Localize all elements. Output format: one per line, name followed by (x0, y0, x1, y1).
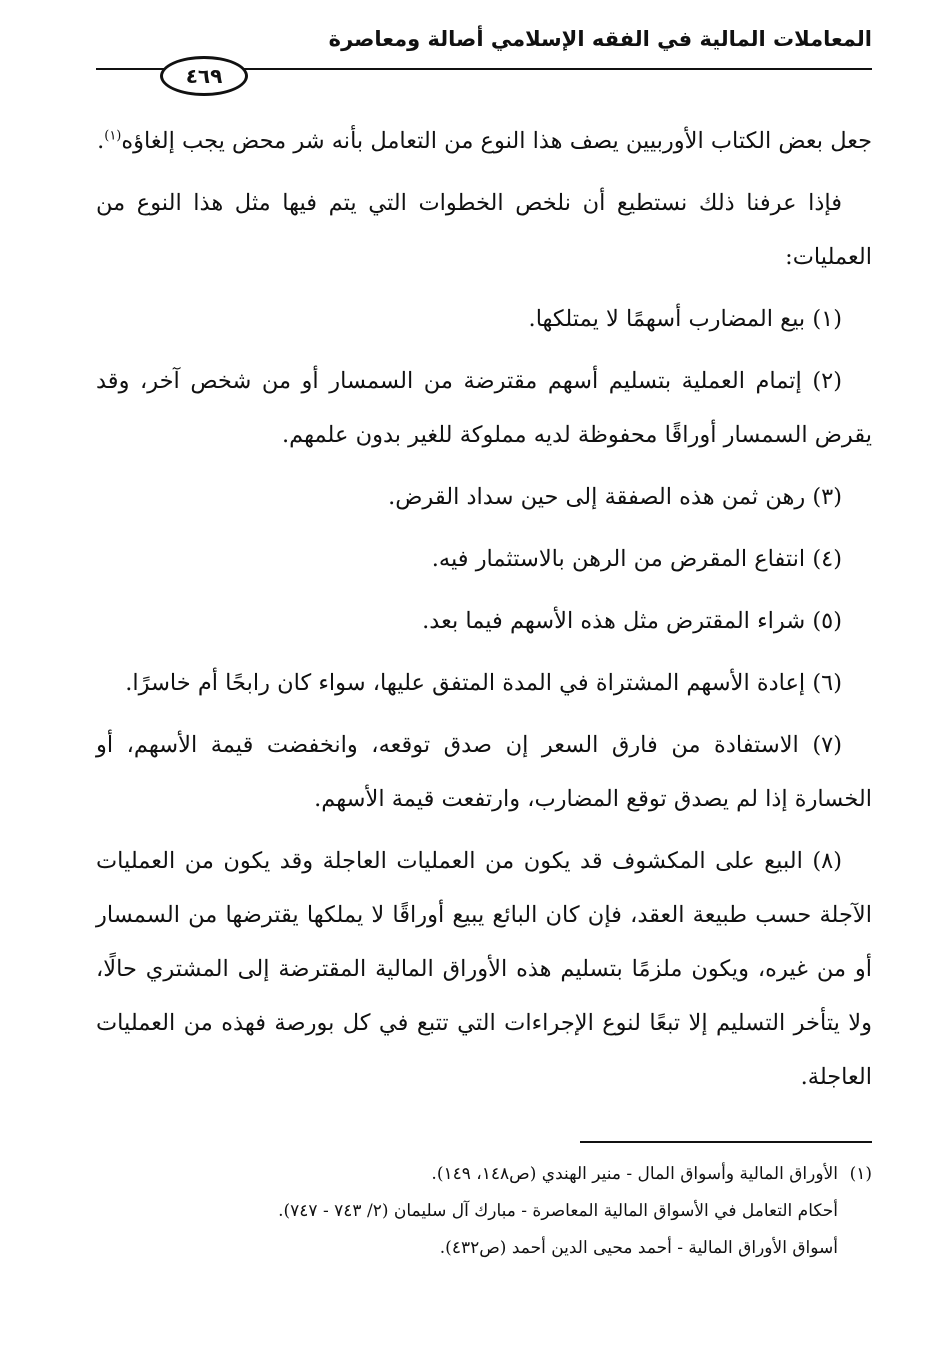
paragraph-1 (96, 114, 872, 168)
list-item-1: (١) بيع المضارب أسهمًا لا يمتلكها. (528, 306, 842, 332)
footnote-marker: (١) (849, 1164, 872, 1184)
main-text (96, 114, 872, 1104)
list-item-2: (٢) إتمام العملية بتسليم أسهم مقترضة من السمسار أو من شخص آخر، وقد يقرض السمسار أوراقًا محفوظة لديه مملوكة للغير بدون علمهم. (96, 368, 872, 448)
page-number: ٤٦٩ (160, 56, 248, 96)
list-item-3: (٣) رهن ثمن هذه الصفقة إلى حين سداد القرض. (388, 484, 842, 510)
footnotes (96, 1156, 872, 1267)
paragraph-2: فإذا عرفنا ذلك نستطيع أن نلخص الخطوات التي يتم فيها مثل هذا النوع من العمليات: (96, 190, 872, 270)
list-item-5: (٥) شراء المقترض مثل هذه الأسهم فيما بعد. (422, 608, 842, 634)
paragraph-1-end: . (97, 128, 105, 154)
footnote-1-line-1: الأوراق المالية وأسواق المال - منير الهندي (ص١٤٨، ١٤٩). (431, 1164, 838, 1184)
footnote-separator (580, 1141, 872, 1143)
footnote-1-line-2: أحكام التعامل في الأسواق المالية المعاصرة - مبارك آل سليمان (٢/ ٧٤٣ - ٧٤٧). (278, 1201, 838, 1221)
paragraph-1-text: جعل بعض الكتاب الأوربيين يصف هذا النوع من التعامل بأنه شر محض يجب إلغاؤه (121, 128, 872, 154)
running-title: المعاملات المالية في الفقه الإسلامي أصالة ومعاصرة (328, 27, 872, 51)
list-item-4: (٤) انتفاع المقرض من الرهن بالاستثمار فيه. (431, 546, 842, 572)
list-item-6: (٦) إعادة الأسهم المشتراة في المدة المتفق عليها، سواء كان رابحًا أم خاسرًا. (125, 670, 842, 696)
list-item-8: (٨) البيع على المكشوف قد يكون من العمليات العاجلة وقد يكون من العمليات الآجلة حسب طبيعة العقد، فإن كان البائع يبيع أوراقًا لا يملكها يقترضها من السمسار أو من غيره، ويكون ملزمًا بتسليم هذه الأوراق المالية المقترضة إلى المشتري حالًا، ولا يتأخر التسليم إلا تبعًا لنوع الإجراءات التي تتبع في كل بورصة فهذه من العمليات العاجلة. (96, 848, 872, 1090)
footnote-1-line-3: أسواق الأوراق المالية - أحمد محيى الدين أحمد (ص٤٣٢). (439, 1238, 838, 1258)
list-item-7: (٧) الاستفادة من فارق السعر إن صدق توقعه، وانخفضت قيمة الأسهم، أو الخسارة إذا لم يصدق توقع المضارب، وارتفعت قيمة الأسهم. (96, 732, 872, 812)
footnote-ref-1: (١) (104, 128, 122, 144)
footnote-1 (96, 1156, 872, 1193)
